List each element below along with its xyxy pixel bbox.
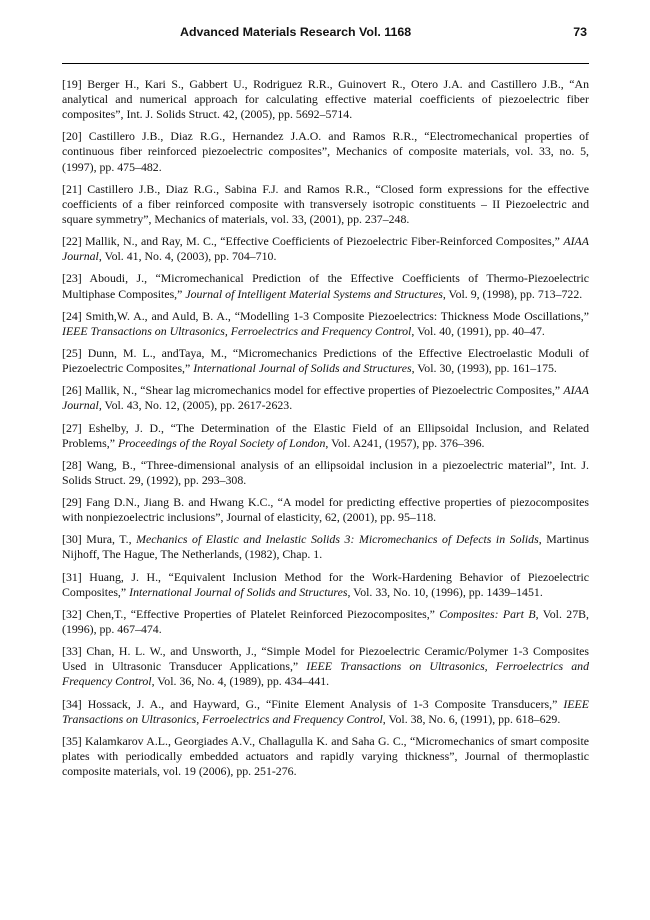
reference-source-italic: Mechanics of Elastic and Inelastic Solids 3: Micromechanics of Defects in Solids bbox=[136, 532, 539, 547]
reference-text: , Vol. 27B, (1996), pp. 467–474. bbox=[62, 606, 589, 637]
reference-source-italic: Proceedings of the Royal Society of London bbox=[117, 435, 326, 450]
reference-entry bbox=[62, 607, 589, 637]
reference-text: , Vol. 41, No. 4, (2003), pp. 704–710. bbox=[98, 249, 277, 264]
reference-text: [23] Aboudi, J., “Micromechanical Prediction of the Effective Coefficients of Thermo-Piezoelectric Multiphase Composites,” bbox=[62, 271, 589, 301]
reference-entry bbox=[62, 495, 589, 525]
reference-text: [26] Mallik, N., “Shear lag micromechanics model for effective properties of Piezoelectric Composites,” bbox=[62, 383, 564, 398]
reference-source-italic: AIAA Journal, bbox=[62, 383, 589, 413]
reference-entry bbox=[62, 421, 589, 451]
reference-source-italic: AIAA Journal bbox=[62, 234, 589, 264]
reference-text: [28] Wang, B., “Three-dimensional analysis of an ellipsoidal inclusion in a piezoelectric material”, Int. J. Solids Struct. 29, (1992), pp. 293–308. bbox=[62, 457, 589, 487]
reference-list bbox=[62, 77, 589, 786]
reference-text: [24] Smith,W. A., and Auld, B. A., “Modelling 1-3 Composite Piezoelectrics: Thickness Mode Oscillations,” bbox=[62, 308, 589, 323]
reference-entry bbox=[62, 734, 589, 779]
reference-text: , Vol. 36, No. 4, (1989), pp. 434–441. bbox=[151, 674, 330, 689]
reference-entry bbox=[62, 271, 589, 301]
reference-entry bbox=[62, 77, 589, 122]
reference-text: [19] Berger H., Kari S., Gabbert U., Rodriguez R.R., Guinovert R., Otero J.A. and Castillero J.B., “An analytical and numerical approach for calculating effective material coefficients of piezoelectric fiber composites”, Int. J. Solids Struct. 42, (2005), pp. 5692–5714. bbox=[62, 77, 589, 122]
reference-source-italic: International Journal of Solids and Structures bbox=[129, 584, 348, 599]
reference-source-italic: International Journal of Solids and Structures bbox=[193, 361, 412, 376]
reference-text: [30] Mura, T., bbox=[62, 532, 137, 547]
reference-entry bbox=[62, 182, 589, 227]
reference-text: , Vol. 30, (1993), pp. 161–175. bbox=[411, 361, 557, 376]
reference-entry bbox=[62, 383, 589, 413]
reference-source-italic: Composites: Part B bbox=[439, 606, 536, 621]
reference-text: , Vol. 38, No. 6, (1991), pp. 618–629. bbox=[382, 711, 561, 726]
reference-source-italic: IEEE Transactions on Ultrasonics, Ferroelectrics and Frequency Control bbox=[62, 323, 412, 338]
reference-text: [27] Eshelby, J. D., “The Determination of the Elastic Field of an Ellipsoidal Inclusion, and Related Problems,” bbox=[62, 420, 589, 450]
reference-source-italic: IEEE Transactions on Ultrasonics, Ferroelectrics and Frequency Control bbox=[62, 696, 589, 726]
reference-text: , Vol. 9, (1998), pp. 713–722. bbox=[442, 286, 583, 301]
reference-source-italic: Journal of Intelligent Material Systems and Structures bbox=[185, 286, 443, 301]
reference-source-italic: IEEE Transactions on Ultrasonics, Ferroelectrics and Frequency Control bbox=[62, 659, 589, 689]
reference-entry bbox=[62, 532, 589, 562]
reference-text: , Vol. A241, (1957), pp. 376–396. bbox=[325, 435, 485, 450]
reference-entry bbox=[62, 458, 589, 488]
reference-text: Vol. 43, No. 12, (2005), pp. 2617-2623. bbox=[101, 398, 293, 413]
reference-entry bbox=[62, 234, 589, 264]
reference-text: , Martinus Nijhoff, The Hague, The Netherlands, (1982), Chap. 1. bbox=[62, 532, 589, 562]
reference-text: [33] Chan, H. L. W., and Unsworth, J., “Simple Model for Piezoelectric Ceramic/Polymer 1-3 Composites Used in Ultrasonic Transducer Applications,” bbox=[62, 644, 589, 674]
reference-text: [21] Castillero J.B., Diaz R.G., Sabina F.J. and Ramos R.R., “Closed form expressions for the effective coefficients of a fiber reinforced composite with transversely isotropic constituents – II Piezoelectric and square symmetry”, Mechanics of materials, vol. 33, (2001), pp. 237–248. bbox=[62, 181, 589, 226]
journal-title: Advanced Materials Research Vol. 1168 bbox=[180, 25, 412, 39]
reference-text: [32] Chen,T., “Effective Properties of Platelet Reinforced Piezocomposites,” bbox=[62, 606, 440, 621]
reference-entry bbox=[62, 570, 589, 600]
reference-text: , Vol. 40, (1991), pp. 40–47. bbox=[411, 323, 545, 338]
header-divider bbox=[62, 63, 589, 64]
reference-text: [31] Huang, J. H., “Equivalent Inclusion Method for the Work-Hardening Behavior of Piezoelectric Composites,” bbox=[62, 569, 589, 599]
reference-entry bbox=[62, 309, 589, 339]
page-number: 73 bbox=[573, 25, 587, 39]
reference-entry bbox=[62, 697, 589, 727]
reference-text: , Vol. 33, No. 10, (1996), pp. 1439–1451. bbox=[347, 584, 543, 599]
reference-entry bbox=[62, 644, 589, 689]
reference-text: [29] Fang D.N., Jiang B. and Hwang K.C., “A model for predicting effective properties of piezocomposites with nonpiezoelectric inclusions”, Journal of elasticity, 62, (2001), pp. 95–118. bbox=[62, 495, 589, 525]
reference-text: [34] Hossack, J. A., and Hayward, G., “Finite Element Analysis of 1-3 Composite Transducers,” bbox=[62, 696, 564, 711]
reference-text: [20] Castillero J.B., Diaz R.G., Hernandez J.A.O. and Ramos R.R., “Electromechanical properties of continuous fiber reinforced piezoelectric composites”, Mechanics of composite materials, vol. 33, no. 5, (1997), pp. 475–482. bbox=[62, 129, 589, 174]
reference-text: [35] Kalamkarov A.L., Georgiades A.V., Challagulla K. and Saha G. C., “Micromechanics of smart composite plates with periodically embedded actuators and rapidly varying thickness”, Journal of thermoplastic composite materials, vol. 19 (2006), pp. 251-276. bbox=[62, 733, 589, 779]
reference-entry bbox=[62, 129, 589, 174]
reference-entry bbox=[62, 346, 589, 376]
page-header bbox=[62, 23, 589, 45]
reference-text: [22] Mallik, N., and Ray, M. C., “Effective Coefficients of Piezoelectric Fiber-Reinforced Composites,” bbox=[62, 234, 564, 249]
reference-text: [25] Dunn, M. L., andTaya, M., “Micromechanics Predictions of the Effective Electroelastic Moduli of Piezoelectric Composites,” bbox=[62, 345, 589, 376]
